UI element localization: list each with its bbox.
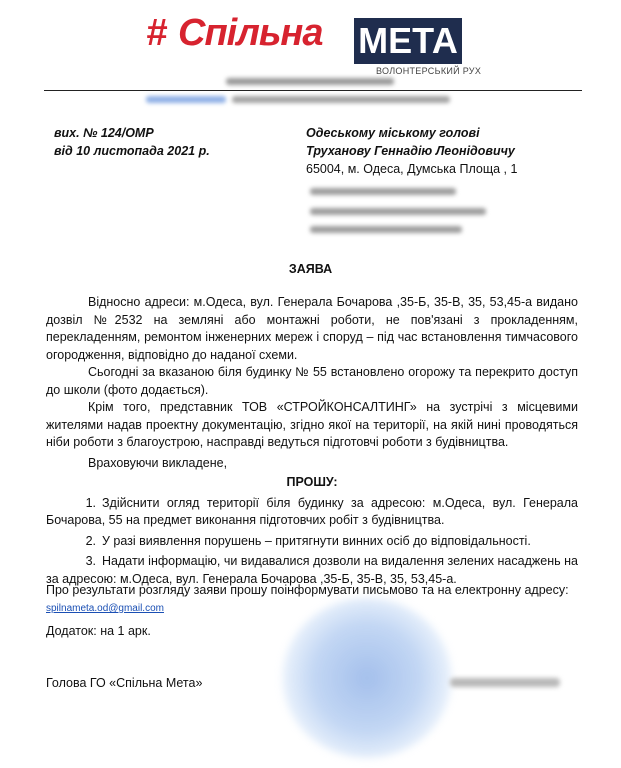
logo-hash: # bbox=[146, 12, 167, 54]
request-item-3-text: Надати інформацію, чи видавалися дозволи на видалення зелених насаджень на за адресою: м.Одеса, вул. Генерала Бочарова ,35-Б, 35-В, 35, 53,45-а. bbox=[46, 554, 578, 586]
logo-subtitle: ВОЛОНТЕРСЬКИЙ РУХ bbox=[376, 66, 482, 76]
request-item-2 bbox=[46, 533, 578, 551]
request-heading: ПРОШУ: bbox=[286, 475, 338, 489]
blurred-contact-line-1 bbox=[226, 78, 394, 85]
logo-word: Спільна bbox=[178, 12, 323, 54]
addressee-line-1: Одеському міському голові bbox=[306, 126, 480, 140]
blurred-stamp bbox=[282, 598, 452, 758]
request-item-1-text: Здійснити огляд території біля будинку за адресою: м.Одеса, вул. Генерала Бочарова, 55 на предмет виконання підготовчих робіт з будівництва. bbox=[46, 495, 578, 527]
paragraph-4: Враховуючи викладене, bbox=[88, 455, 228, 470]
letterhead-logo bbox=[0, 6, 621, 76]
blurred-contact-line-3 bbox=[232, 96, 450, 103]
document-body bbox=[46, 294, 578, 588]
request-item-2-text: У разі виявлення порушень – притягнути винних осіб до відповідальності. bbox=[102, 533, 531, 548]
addressee-line-3: 65004, м. Одеса, Думська Площа , 1 bbox=[306, 162, 518, 176]
blurred-signature-name bbox=[450, 678, 560, 687]
paragraph-3: Крім того, представник ТОВ «СТРОЙКОНСАЛТИНГ» на зустрічі з місцевими жителями надав проектну документацію, згідно якої на території, на якій нині проводяться ніби роботи з благоустрою, насправді ведуться підготовчі роботи з будівництва. bbox=[46, 400, 578, 449]
addressee-block bbox=[306, 124, 517, 178]
document-title: ЗАЯВА bbox=[288, 262, 333, 276]
footer-text: Про результати розгляду заяви прошу поінформувати письмово та на електронну адресу: bbox=[46, 583, 569, 597]
request-item-2-num: 2. bbox=[85, 533, 96, 548]
contact-email-link[interactable]: spilnameta.od@gmail.com bbox=[46, 603, 164, 614]
paragraph-2: Сьогодні за вказаною біля будинку № 55 встановлено огорожу та перекрито доступ до школи (фото додається). bbox=[46, 365, 578, 397]
addressee-line-2: Труханову Геннадію Леонідовичу bbox=[306, 144, 515, 158]
blurred-sender-line-2 bbox=[310, 208, 486, 215]
request-item-1-num: 1. bbox=[85, 495, 96, 510]
outgoing-number-block bbox=[54, 124, 210, 160]
signature-label: Голова ГО «Спільна Мета» bbox=[46, 676, 203, 690]
blurred-sender-line-3 bbox=[310, 226, 462, 233]
attachment-note: Додаток: на 1 арк. bbox=[46, 624, 151, 638]
paragraph-1: Відносно адреси: м.Одеса, вул. Генерала Бочарова ,35-Б, 35-В, 35, 53,45-а видано дозвіл №2532 на земляні або монтажні роботи, не пов'язані з прокладенням, перекладенням, ремонтом інженерних мереж і споруд – під час встановлення тимчасового огородження, відповідно до наданої схеми. bbox=[46, 295, 578, 362]
logo-box: МЕТА bbox=[354, 18, 462, 64]
header-divider bbox=[44, 90, 582, 91]
footer-request bbox=[46, 582, 578, 617]
outgoing-number: вих. № 124/ОМР bbox=[54, 126, 154, 140]
blurred-contact-line-2 bbox=[146, 96, 226, 103]
request-item-1 bbox=[46, 495, 578, 530]
outgoing-date: від 10 листопада 2021 р. bbox=[54, 144, 210, 158]
request-item-3-num: 3. bbox=[85, 554, 96, 568]
blurred-sender-line-1 bbox=[310, 188, 456, 195]
